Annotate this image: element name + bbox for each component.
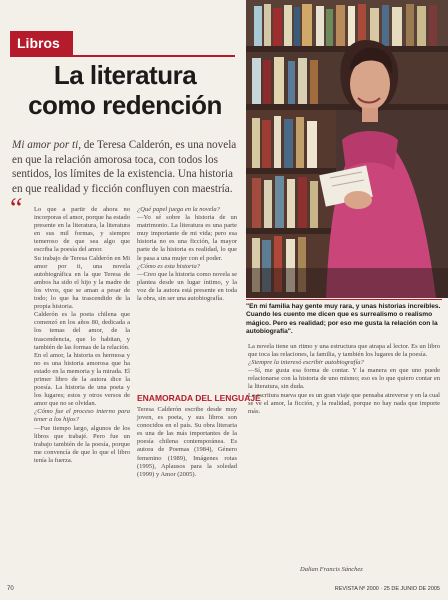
photo-illustration	[246, 0, 448, 298]
col3-question: ¿Siempre la interesó escribir autobiografía?	[248, 359, 364, 367]
column-2-lower	[137, 406, 237, 479]
col2-question-1: ¿Qué papel juega en la novela?	[137, 206, 220, 213]
title-line-2: como redención	[28, 90, 222, 120]
col1-para-3: Calderón es la poeta chilena que comenzó en los años 80, dedicada a los temas del amor, de la trascendencia, que lo habitan, y también de las formas de la relación.	[34, 311, 130, 351]
col2-question-2: ¿Cómo es esta historia?	[137, 262, 201, 270]
author-signature: Dalian Francis Sánchez	[300, 566, 363, 573]
col2-para-3: Teresa Calderón escribe desde muy joven, es poeta, y sus libros son conocidos en el país. Su obra literaria es una de las más importantes de la poesía chilena contemporánea. Es autora de Poemas (1984), Género femenino (1989), Imágenes rotas (1995), Aplausos para la soledad (1999) y Amor (2005).	[137, 406, 237, 478]
author-photo	[246, 0, 448, 298]
col3-para-2: —Sí, me gusta esa forma de contar. Y la manera en que uno puede relacionarse con la historia de uno mismo; eso es lo que quiero contar en la literatura, sin duda.	[248, 367, 440, 391]
col1-question: ¿Cómo fue el proceso interno para tener a los hijos?	[34, 408, 130, 424]
col3-para-1: La novela tiene un ritmo y una estructura que atrapa al lector. Es un libro que toca las relaciones, la familia, y también los lugares de la poesía.	[248, 343, 440, 359]
deck-book-title: Mi amor por ti	[12, 139, 79, 151]
deck	[12, 138, 240, 196]
page-number: 70	[7, 586, 14, 592]
col1-para-4: En el amor, la historia es hermosa y no es una historia amorosa que ha estado en la memoria y la mirada. El primer libro de la autora dice la poesía. La historia de una poeta y los lugares; estos y otros versos de amor que no se olvidan.	[34, 351, 130, 408]
opening-quote-mark: “	[10, 193, 23, 224]
col1-para-5: —Fue tiempo largo, algunos de los libros que trabajé. Pero fue un trabajo también de la poesía, porque me convencía de que lo que el libro tenía la fuerza.	[34, 424, 130, 464]
col2-para-1: —Yo sé sobre la historia de un matrimonio. La literatura es una parte muy importante de mi vida; pero esa historia no es una ficción, la mayor parte de la historia es realidad, lo que le pasa a una mujer con el poder.	[137, 214, 237, 262]
col1-para-1: Lo que a partir de ahora no incorporas el amor, porque ha estado presente en la literatura, la literatura en sus mil formas, y siempre temeroso de que sea algo que escriba la poesía del amor.	[34, 206, 130, 254]
section-rule	[10, 55, 235, 57]
deck-text: , de Teresa Calderón, es una novela en que la relación amorosa toca, con todos los sentidos, los límites de la existencia. Una historia en que realidad y ficción confluyen con maestría.	[12, 139, 237, 195]
column-3	[248, 343, 440, 416]
column-1	[34, 206, 130, 465]
page-title	[10, 60, 240, 120]
col2-para-2: —Creo que la historia como novela se plantea desde un lugar íntimo, y la voz de la autora está presente en toda la obra, sin ser una autobiografía.	[137, 270, 237, 303]
section-label: Libros	[10, 31, 73, 55]
column-2	[137, 206, 237, 303]
section-subhead: ENAMORADA DEL LENGUAJE	[137, 393, 261, 403]
photo-caption: "En mi familia hay gente muy rara, y unas historias increíbles. Cuando les cuento me dicen que es surrealismo o realismo mágico. Pero es realidad; por eso me gusta la relación con la autobiografía".	[246, 299, 442, 337]
col1-para-2: Su trabajo de Teresa Calderón en Mi amor por ti, una novela autobiográfica en la que Teresa de ambos ha sido el hijo y la madre de los vivos, que se aman a pesar de todo; lo que ha trascendido de la propia historia.	[34, 254, 130, 311]
magazine-footer: REVISTA Nº 2000 · 25 DE JUNIO DE 2005	[334, 586, 440, 592]
col3-para-3: La escritura nueva que es un gran viaje que pensaba atreverse y en la cual se ve el amor, la ficción, y la realidad, porque no hay nada que importe más.	[248, 391, 440, 415]
title-line-1: La literatura	[53, 60, 197, 90]
